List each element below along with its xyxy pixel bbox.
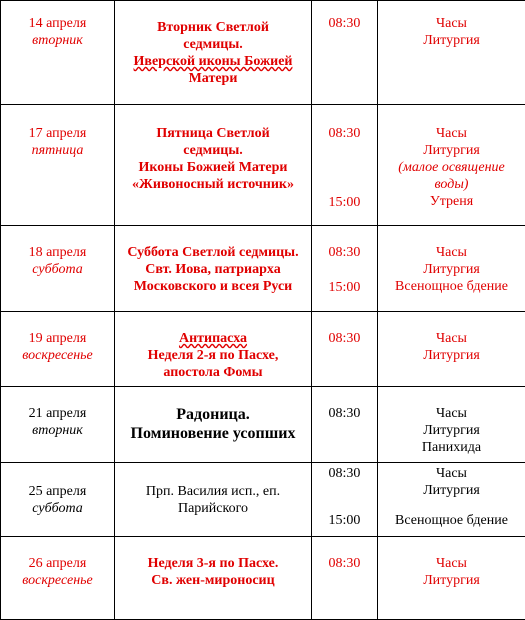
- services-cell: [378, 312, 525, 387]
- weekday-text: воскресенье: [1, 572, 114, 589]
- feast-title-line: седмицы.: [115, 36, 311, 53]
- service-time: 08:30: [312, 555, 377, 572]
- services-cell: [378, 1, 525, 105]
- feast-title-line: Пятница Светлой: [115, 125, 311, 142]
- service-name: Часы: [378, 244, 525, 261]
- feast-title-cell: [115, 537, 312, 620]
- service-name: Всенощное бдение: [378, 512, 525, 529]
- service-time: 08:30: [312, 244, 377, 261]
- feast-title-line: Неделя 3-я по Пасхе.: [115, 555, 311, 572]
- feast-title-line: Радоница.: [115, 405, 311, 424]
- service-name: Часы: [378, 405, 525, 422]
- date-cell: [1, 537, 115, 620]
- service-name: Часы: [378, 15, 525, 32]
- feast-title-cell: [115, 312, 312, 387]
- weekday-text: суббота: [1, 500, 114, 517]
- time-cell: [312, 463, 378, 537]
- weekday-text: суббота: [1, 261, 114, 278]
- feast-title-line: Прп. Василия исп., еп.: [115, 483, 311, 500]
- service-time: 15:00: [312, 194, 377, 211]
- feast-title-cell: [115, 226, 312, 312]
- services-cell: [378, 387, 525, 463]
- date-text: 18 апреля: [1, 244, 114, 261]
- schedule-row: [1, 463, 525, 537]
- service-time: 15:00: [312, 279, 377, 296]
- service-time: 08:30: [312, 15, 377, 32]
- date-text: 21 апреля: [1, 405, 114, 422]
- date-cell: [1, 387, 115, 463]
- date-cell: [1, 105, 115, 226]
- service-name: Всенощное бдение: [378, 278, 525, 295]
- services-cell: [378, 105, 525, 226]
- service-name: Литургия: [378, 32, 525, 49]
- feast-title-line: Иконы Божией Матери: [115, 159, 311, 176]
- service-name: Утреня: [378, 193, 525, 210]
- service-name: Литургия: [378, 422, 525, 439]
- schedule-row: [1, 537, 525, 620]
- feast-title-cell: [115, 105, 312, 226]
- date-cell: [1, 312, 115, 387]
- service-name: Часы: [378, 465, 525, 482]
- feast-title-line: Матери: [115, 70, 311, 87]
- date-text: 14 апреля: [1, 15, 114, 32]
- schedule-row: [1, 226, 525, 312]
- time-cell: [312, 387, 378, 463]
- feast-title-cell: [115, 387, 312, 463]
- service-note: (малое освящение: [378, 159, 525, 176]
- date-cell: [1, 1, 115, 105]
- time-cell: [312, 312, 378, 387]
- feast-title-line: Свт. Иова, патриарха: [115, 261, 311, 278]
- date-text: 25 апреля: [1, 483, 114, 500]
- time-cell: [312, 537, 378, 620]
- service-time: 15:00: [312, 512, 377, 529]
- service-time: 08:30: [312, 330, 377, 347]
- services-cell: [378, 463, 525, 537]
- feast-title-line: Св. жен-мироносиц: [115, 572, 311, 589]
- weekday-text: вторник: [1, 422, 114, 439]
- services-cell: [378, 226, 525, 312]
- feast-title-line: Иверской иконы Божией: [115, 53, 311, 70]
- service-name: Литургия: [378, 347, 525, 364]
- service-note: воды): [378, 176, 525, 193]
- schedule-row: [1, 387, 525, 463]
- date-text: 17 апреля: [1, 125, 114, 142]
- feast-title-line: Суббота Светлой седмицы.: [115, 244, 311, 261]
- service-name: Литургия: [378, 482, 525, 499]
- schedule-row: [1, 312, 525, 387]
- service-time: 08:30: [312, 125, 377, 142]
- service-name: Литургия: [378, 142, 525, 159]
- schedule-row: [1, 105, 525, 226]
- feast-title-cell: [115, 463, 312, 537]
- date-cell: [1, 226, 115, 312]
- feast-title-line: Неделя 2-я по Пасхе,: [115, 347, 311, 364]
- feast-title-line: «Живоносный источник»: [115, 176, 311, 193]
- weekday-text: воскресенье: [1, 347, 114, 364]
- service-time: 08:30: [312, 465, 377, 482]
- service-time: 08:30: [312, 405, 377, 422]
- service-name: Панихида: [378, 439, 525, 456]
- schedule-row: [1, 1, 525, 105]
- service-name: Литургия: [378, 261, 525, 278]
- feast-title-line: апостола Фомы: [115, 364, 311, 381]
- feast-title-line: седмицы.: [115, 142, 311, 159]
- services-cell: [378, 537, 525, 620]
- feast-title-line: Парийского: [115, 500, 311, 517]
- weekday-text: вторник: [1, 32, 114, 49]
- service-name: Часы: [378, 330, 525, 347]
- time-cell: [312, 1, 378, 105]
- feast-title-line: Московского и всея Руси: [115, 278, 311, 295]
- date-cell: [1, 463, 115, 537]
- feast-title-line: Антипасха: [115, 330, 311, 347]
- time-cell: [312, 105, 378, 226]
- feast-title-line: Вторник Светлой: [115, 19, 311, 36]
- service-name: Литургия: [378, 572, 525, 589]
- weekday-text: пятница: [1, 142, 114, 159]
- date-text: 26 апреля: [1, 555, 114, 572]
- service-name: Часы: [378, 125, 525, 142]
- service-name: Часы: [378, 555, 525, 572]
- feast-title-line: Поминовение усопших: [115, 424, 311, 443]
- feast-title-cell: [115, 1, 312, 105]
- time-cell: [312, 226, 378, 312]
- date-text: 19 апреля: [1, 330, 114, 347]
